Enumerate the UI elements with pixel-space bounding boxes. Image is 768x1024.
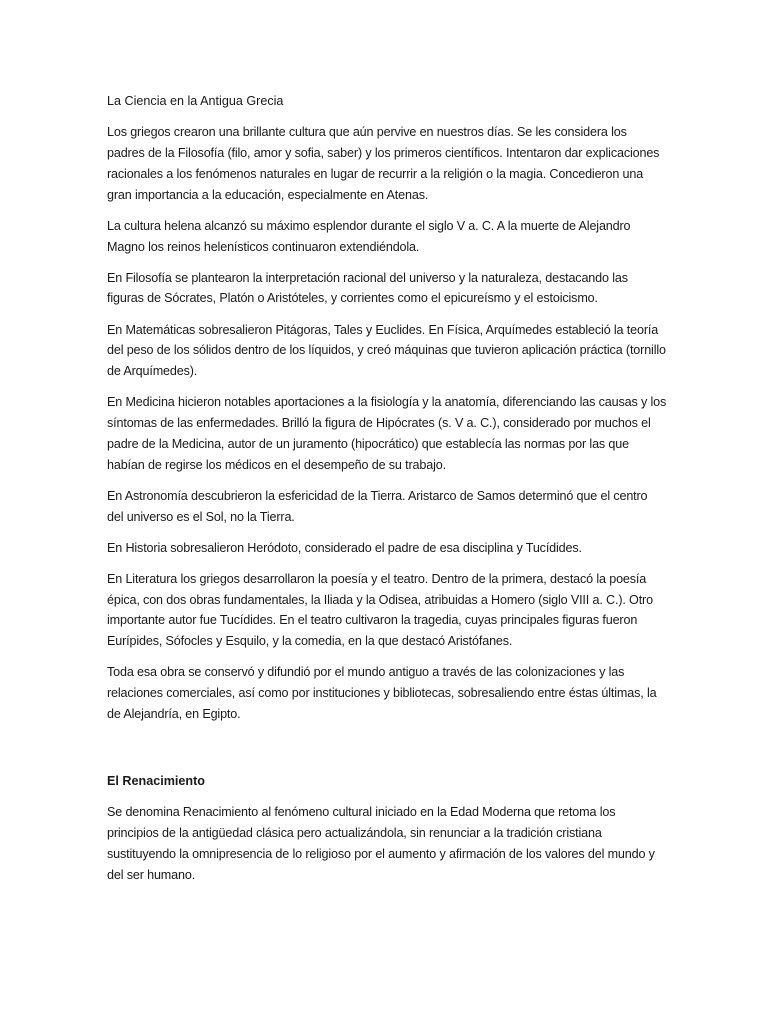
section-ancient-greece — [107, 91, 667, 735]
section-renaissance — [107, 771, 667, 885]
paragraph: En Filosofía se plantearon la interpretación racional del universo y la naturaleza, destacando las figuras de Sócrates, Platón o Aristóteles, y corrientes como el epicureísmo y el estoicismo. — [107, 270, 628, 306]
paragraph: En Matemáticas sobresalieron Pitágoras, Tales y Euclides. En Física, Arquímedes estableció la teoría del peso de los sólidos dentro de los líquidos, y creó máquinas que tuvieron aplicación práctica (tornillo de Arquímedes). — [107, 322, 666, 379]
paragraph: En Medicina hicieron notables aportaciones a la fisiología y la anatomía, diferenciando las causas y los síntomas de las enfermedades. Brilló la figura de Hipócrates (s. V a. C.), considerado por muchos el padre de la Medicina, autor de un juramento (hipocrático) que establecía las normas por las que habían de regirse los médicos en el desempeño de su trabajo. — [107, 395, 667, 472]
paragraph: Los griegos crearon una brillante cultura que aún pervive en nuestros días. Se les considera los padres de la Filosofía (filo, amor y sofia, saber) y los primeros científicos. Intentaron dar explicaciones racionales a los fenómenos naturales en lugar de recurrir a la religión o la magia. Concedieron una gran importancia a la educación, especialmente en Atenas. — [107, 125, 660, 202]
section-title: La Ciencia en la Antigua Grecia — [107, 94, 284, 108]
paragraph: En Astronomía descubrieron la esfericidad de la Tierra. Aristarco de Samos determinó que el centro del universo es el Sol, no la Tierra. — [107, 488, 648, 524]
paragraph: En Historia sobresalieron Heródoto, considerado el padre de esa disciplina y Tucídides. — [107, 540, 582, 555]
paragraph: En Literatura los griegos desarrollaron la poesía y el teatro. Dentro de la primera, destacó la poesía épica, con dos obras fundamentales, la Iliada y la Odisea, atribuidas a Homero (siglo VIII a. C.). Otro importante autor fue Tucídides. En el teatro cultivaron la tragedia, cuyas principales figuras fueron Eurípides, Sófocles y Esquilo, y la comedia, en la que destacó Aristófanes. — [107, 571, 653, 649]
section-title: El Renacimiento — [107, 774, 205, 788]
paragraph: La cultura helena alcanzó su máximo esplendor durante el siglo V a. C. A la muerte de Alejandro Magno los reinos helenísticos continuaron extendiéndola. — [107, 218, 631, 254]
paragraph: Toda esa obra se conservó y difundió por el mundo antiguo a través de las colonizaciones y las relaciones comerciales, así como por instituciones y bibliotecas, sobresaliendo entre éstas últimas, la de Alejandría, en Egipto. — [107, 665, 657, 721]
paragraph: Se denomina Renacimiento al fenómeno cultural iniciado en la Edad Moderna que retoma los principios de la antigüedad clásica pero actualizándola, sin renunciar a la tradición cristiana sustituyendo la omnipresencia de lo religioso por el aumento y afirmación de los valores del mundo y del ser humano. — [107, 805, 655, 882]
